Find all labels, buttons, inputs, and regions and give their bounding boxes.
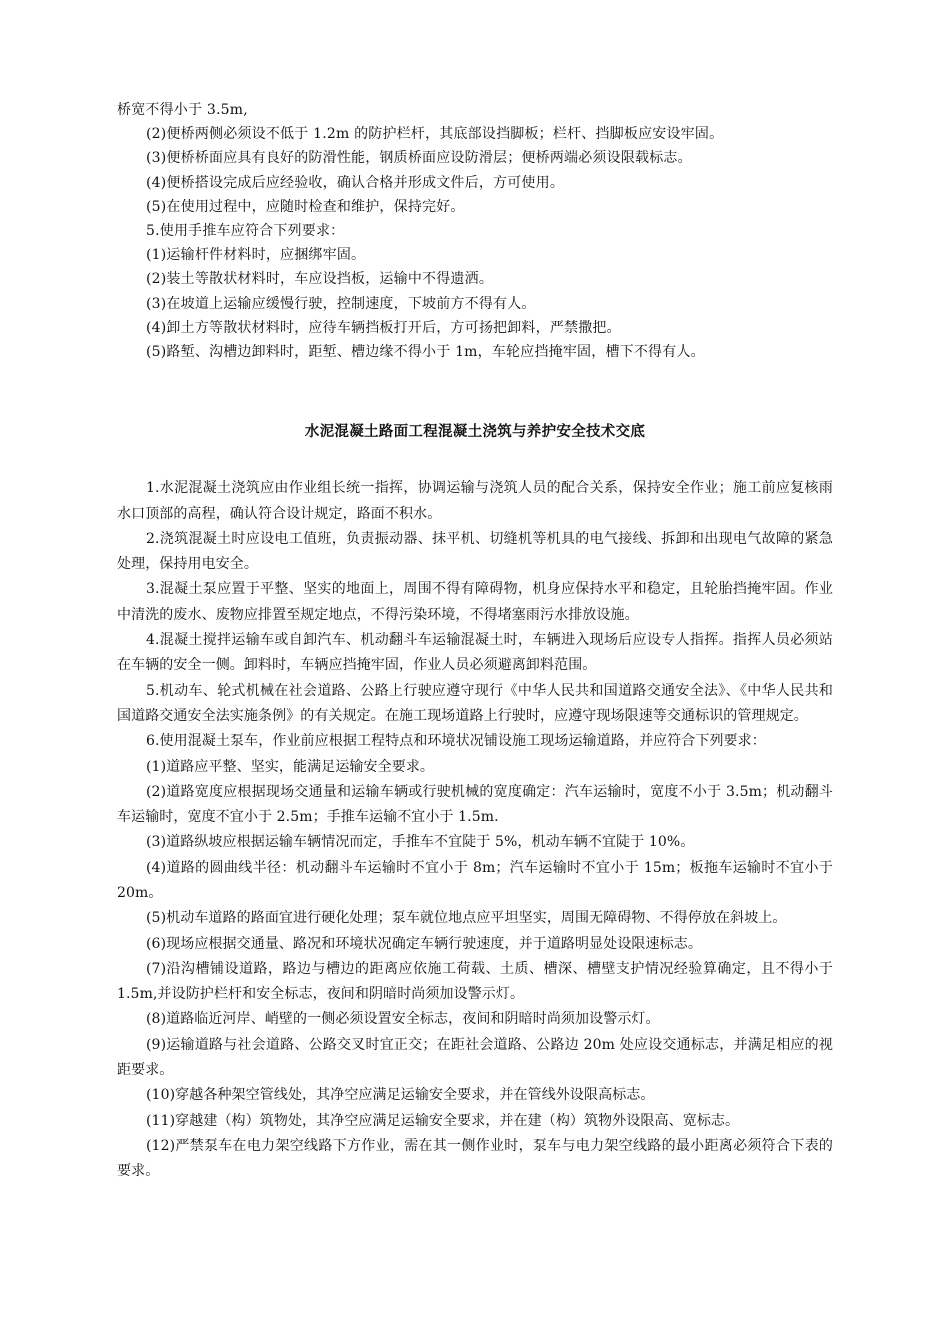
page-content bbox=[117, 98, 833, 1185]
paragraph: 2.浇筑混凝土时应设电工值班，负责振动器、抹平机、切缝机等机具的电气接线、拆卸和出现电气故障的紧急处理，保持用电安全。 bbox=[117, 530, 833, 573]
sub-item: (5)机动车道路的路面宜进行硬化处理；泵车就位地点应平坦坚实，周围无障碍物、不得停放在斜坡上。 bbox=[146, 910, 787, 927]
sub-item: (9)运输道路与社会道路、公路交叉时宜正交；在距社会道路、公路边 20m 处应设交通标志，并满足相应的视距要求。 bbox=[117, 1036, 833, 1079]
sub-item: (11)穿越建（构）筑物处，其净空应满足运输安全要求，并在建（构）筑物外设限高、宽标志。 bbox=[146, 1112, 740, 1129]
sub-item: (6)现场应根据交通量、路况和环境状况确定车辆行驶速度，并于道路明显处设限速标志。 bbox=[146, 935, 702, 952]
sub-item: (2)道路宽度应根据现场交通量和运输车辆或行驶机械的宽度确定：汽车运输时，宽度不小于 3.5m；机动翻斗车运输时，宽度不宜小于 2.5m；手推车运输不宜小于 1.5m. bbox=[117, 783, 833, 826]
paragraph: 1.水泥混凝土浇筑应由作业组长统一指挥，协调运输与浇筑人员的配合关系，保持安全作业；施工前应复核雨水口顶部的高程，确认符合设计规定，路面不积水。 bbox=[117, 480, 833, 522]
sub-item: (12)严禁泵车在电力架空线路下方作业，需在其一侧作业时，泵车与电力架空线路的最小距离必须符合下表的要求。 bbox=[117, 1137, 833, 1180]
continued-line: (2)装土等散状材料时，车应设挡板，运输中不得遗洒。 bbox=[146, 271, 494, 288]
continued-line: (5)在使用过程中，应随时检查和维护，保持完好。 bbox=[146, 198, 465, 215]
continued-section bbox=[117, 98, 833, 364]
continued-line: (4)便桥搭设完成后应经验收，确认合格并形成文件后，方可使用。 bbox=[146, 174, 565, 191]
sub-item: (7)沿沟槽铺设道路，路边与槽边的距离应依施工荷载、土质、槽深、槽壁支护情况经验算确定，且不得小于 1.5m,并设防护栏杆和安全标志，夜间和阴暗时尚须加设警示灯。 bbox=[117, 960, 833, 1003]
sub-item: (3)道路纵坡应根据运输车辆情况而定，手推车不宜陡于 5%，机动车辆不宜陡于 10%。 bbox=[146, 834, 695, 851]
continued-line: (1)运输杆件材料时，应捆绑牢固。 bbox=[146, 247, 366, 264]
sub-item: (1)道路应平整、坚实，能满足运输安全要求。 bbox=[146, 758, 435, 775]
sub-item: (8)道路临近河岸、峭壁的一侧必须设置安全标志，夜间和阴暗时尚须加设警示灯。 bbox=[146, 1011, 660, 1028]
continued-line: (3)便桥桥面应具有良好的防滑性能，钢质桥面应设防滑层；便桥两端必须设限载标志。 bbox=[146, 150, 692, 167]
continued-line: (5)路堑、沟槽边卸料时，距堑、槽边缘不得小于 1m，车轮应挡掩牢固，槽下不得有人。 bbox=[146, 344, 705, 361]
continued-line: 桥宽不得小于 3.5m, bbox=[117, 102, 248, 118]
document-body bbox=[117, 476, 833, 1184]
document-title: 水泥混凝土路面工程混凝土浇筑与养护安全技术交底 bbox=[304, 424, 646, 441]
continued-line: (3)在坡道上运输应缓慢行驶，控制速度，下坡前方不得有人。 bbox=[146, 295, 536, 312]
continued-line: (4)卸土方等散状材料时，应待车辆挡板打开后，方可扬把卸料，严禁撒把。 bbox=[146, 319, 621, 336]
continued-line: (2)便桥两侧必须设不低于 1.2m 的防护栏杆，其底部设挡脚板；栏杆、挡脚板应安设牢固。 bbox=[146, 126, 724, 143]
paragraph: 4.混凝土搅拌运输车或自卸汽车、机动翻斗车运输混凝土时，车辆进入现场后应设专人指挥。指挥人员必须站在车辆的安全一侧。卸料时，车辆应挡掩牢固，作业人员必须避离卸料范围。 bbox=[117, 632, 833, 674]
continued-line: 5.使用手推车应符合下列要求： bbox=[146, 223, 345, 240]
sub-item: (10)穿越各种架空管线处，其净空应满足运输安全要求，并在管线外设限高标志。 bbox=[146, 1087, 655, 1104]
sub-item: (4)道路的圆曲线半径：机动翻斗车运输时不宜小于 8m；汽车运输时不宜小于 15m；板拖车运输时不宜小于 20m。 bbox=[117, 859, 833, 901]
paragraph: 3.混凝土泵应置于平整、坚实的地面上，周围不得有障碍物，机身应保持水平和稳定，且轮胎挡掩牢固。作业中清洗的废水、废物应排置至规定地点，不得污染环境，不得堵塞雨污水排放设施。 bbox=[117, 581, 833, 623]
paragraph: 5.机动车、轮式机械在社会道路、公路上行驶应遵守现行《中华人民共和国道路交通安全法》、《中华人民共和国道路交通安全法实施条例》的有关规定。在施工现场道路上行驶时，应遵守现场限速等交通标识的管理规定。 bbox=[117, 682, 833, 724]
paragraph: 6.使用混凝土泵车，作业前应根据工程特点和环境状况铺设施工现场运输道路，并应符合下列要求： bbox=[146, 733, 766, 750]
